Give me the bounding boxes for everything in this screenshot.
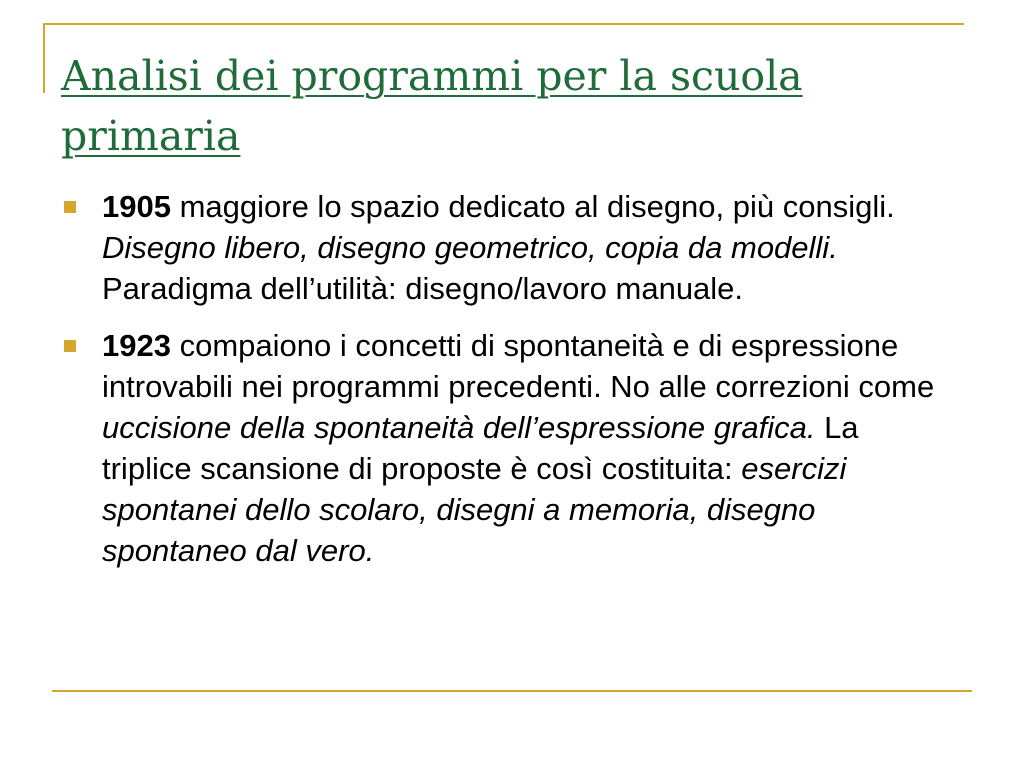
top-rule [43,23,964,25]
bullet-text: La triplice scansione di proposte è così costituita: [102,410,859,486]
bullet-year: 1905 [102,189,171,224]
bullet-text: compaiono i concetti di spontaneità e di espressione introvabili nei programmi precedenti. No alle correzioni come [102,328,935,404]
square-bullet-icon [64,201,76,213]
bullet-italic-text: esercizi spontanei dello scolaro, disegni a memoria, disegno spontaneo dal vero. [102,451,847,568]
bullet-item-1923 [62,325,942,571]
bullet-list [62,186,942,587]
bottom-rule [52,690,972,692]
bullet-italic-text: uccisione della spontaneità dell’espressione grafica. [102,410,816,445]
bullet-year: 1923 [102,328,171,363]
square-bullet-icon [64,340,76,352]
bullet-text: Paradigma dell’utilità: disegno/lavoro manuale. [102,271,744,306]
bullet-italic-text: Disegno libero, disegno geometrico, copia da modelli. [102,230,838,265]
left-rule [43,23,45,93]
bullet-item-1905 [62,186,942,309]
bullet-text: maggiore lo spazio dedicato al disegno, più consigli. [170,189,895,224]
slide-title: Analisi dei programmi per la scuola primaria [61,52,803,160]
